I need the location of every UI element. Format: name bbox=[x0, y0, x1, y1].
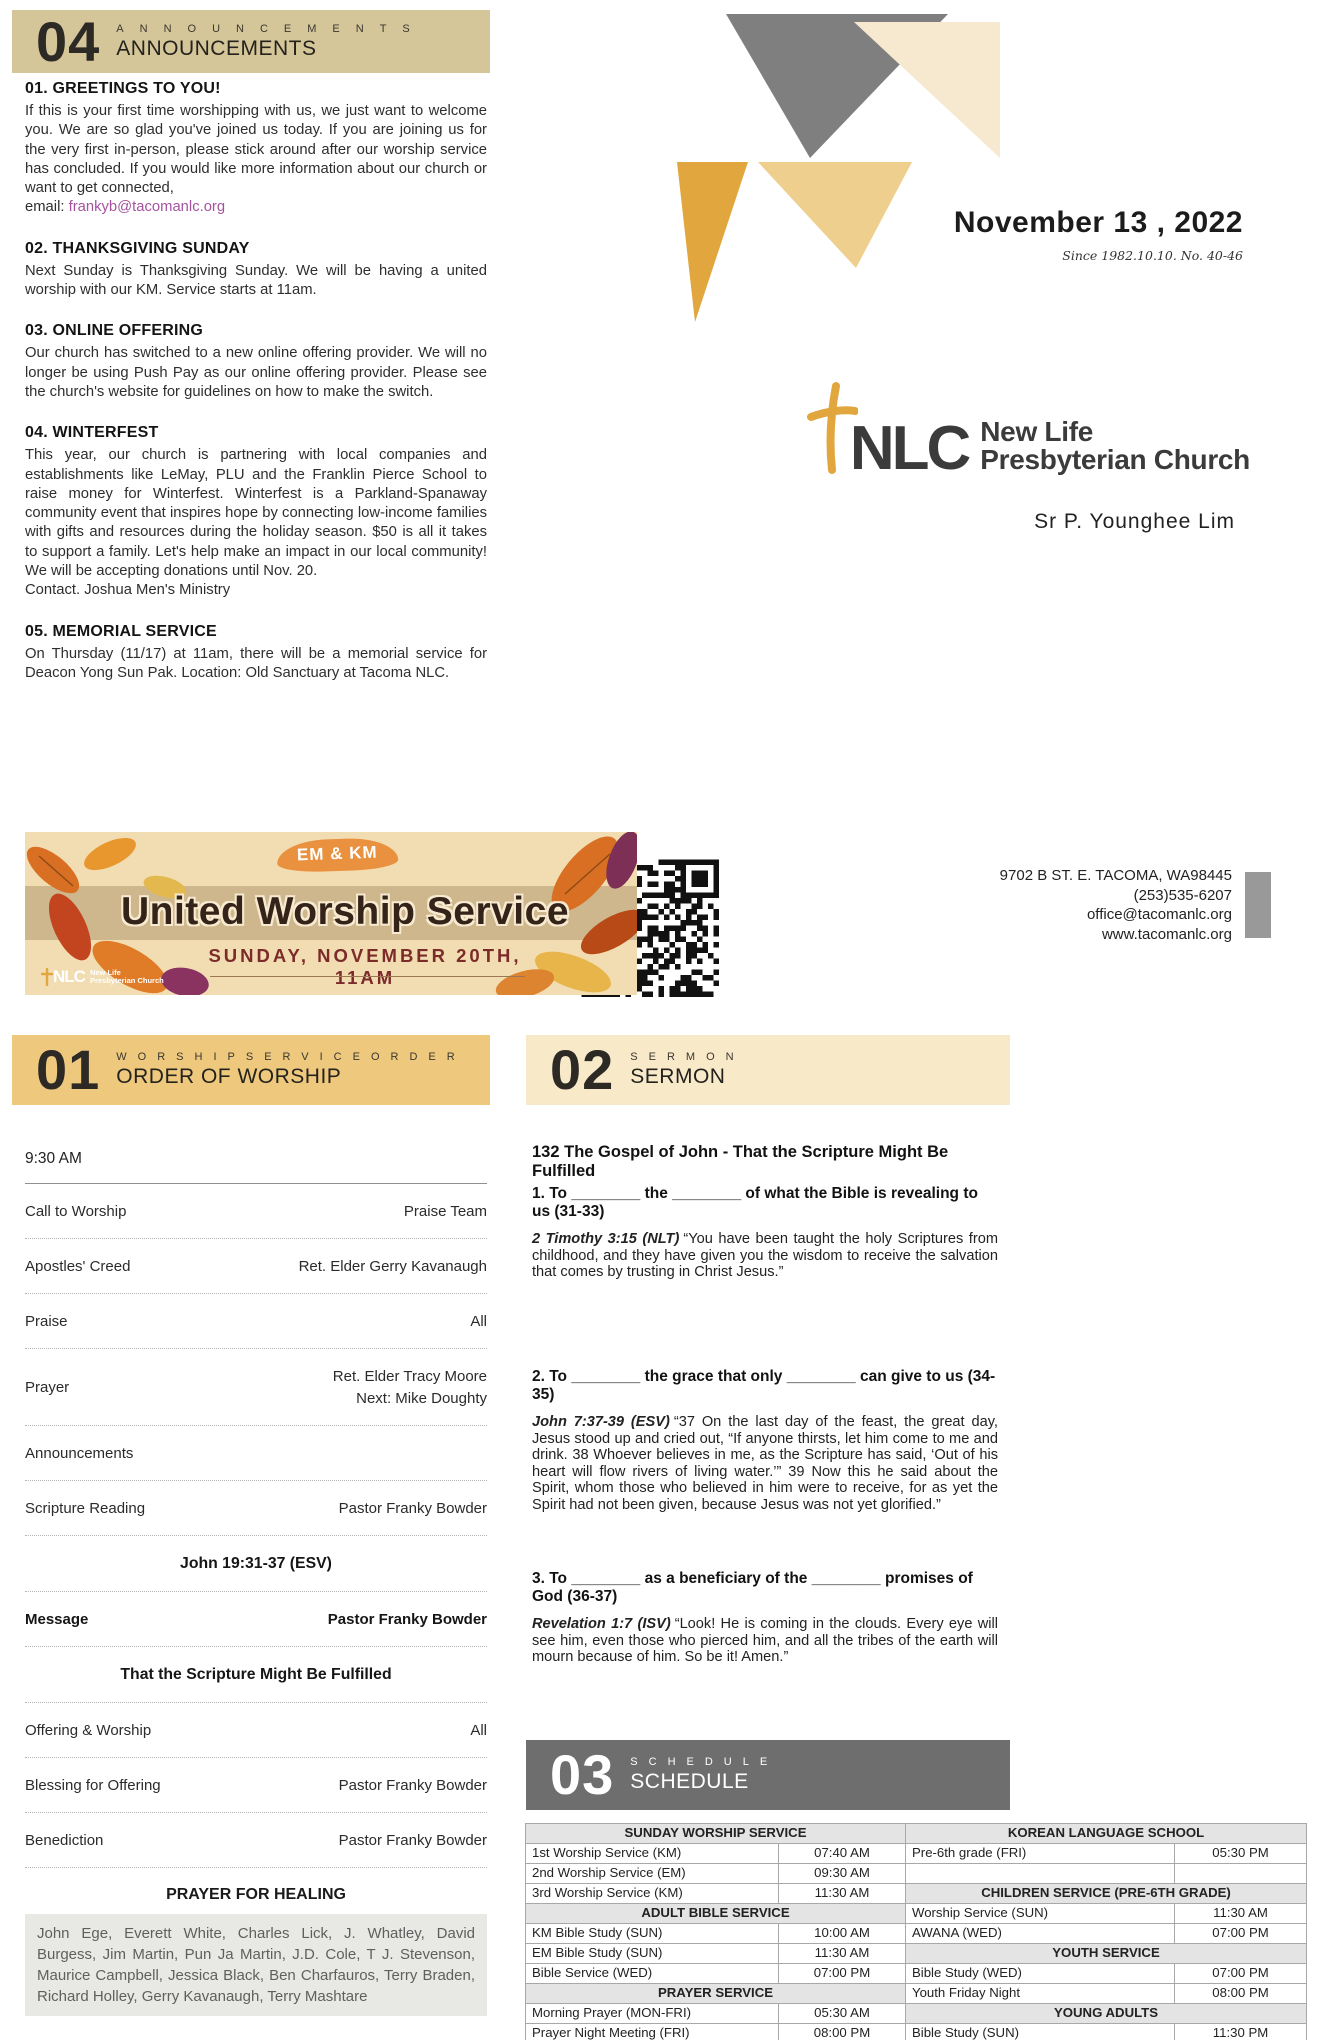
order-item-name: Apostles' Creed bbox=[25, 1258, 131, 1275]
announcement-item bbox=[25, 424, 487, 600]
announcement-heading: 05. MEMORIAL SERVICE bbox=[25, 622, 217, 640]
announcement-heading: 04. WINTERFEST bbox=[25, 424, 159, 442]
announcement-body: On Thursday (11/17) at 11am, there will be a memorial service for Deacon Yong Sun Pak. Location: Old Sanctuary at Tacoma NLC. bbox=[25, 645, 487, 681]
announcements-label-spaced: ANNOUNCEMENTS bbox=[116, 22, 426, 35]
schedule-row bbox=[526, 2004, 1307, 2024]
order-label-spaced: WORSHIPSERVICEORDER bbox=[116, 1051, 466, 1063]
email-link[interactable]: frankyb@tacomanlc.org bbox=[68, 199, 226, 216]
schedule-label: Youth Friday Night bbox=[906, 1984, 1175, 2004]
banner-church-logo bbox=[41, 967, 164, 987]
cream-triangle-tile bbox=[854, 22, 1000, 158]
order-of-worship-list bbox=[25, 1128, 487, 2016]
order-label: ORDER OF WORSHIP bbox=[116, 1065, 342, 1088]
sermon-title: 132 The Gospel of John - That the Scripture Might Be Fulfilled bbox=[532, 1143, 949, 1180]
sermon-label: SERMON bbox=[630, 1065, 726, 1088]
schedule-table bbox=[525, 1823, 1307, 2040]
order-item-by: Pastor Franky Bowder bbox=[338, 1832, 487, 1849]
order-item bbox=[25, 1536, 487, 1592]
schedule-label-spaced: SCHEDULE bbox=[630, 1756, 779, 1768]
pastor-name: Sr P. Younghee Lim bbox=[1034, 510, 1235, 533]
scripture-reference: John 19:31-37 (ESV) bbox=[180, 1555, 332, 1572]
schedule-section-header: CHILDREN SERVICE (PRE-6TH GRADE) bbox=[906, 1884, 1307, 1904]
banner-logo-name: New Life Presbyterian Church bbox=[89, 968, 164, 985]
announcement-heading: 03. ONLINE OFFERING bbox=[25, 322, 204, 340]
order-item-name: Message bbox=[25, 1611, 89, 1628]
church-name-line2: Presbyterian Church bbox=[980, 444, 1250, 475]
schedule-row bbox=[526, 1924, 1307, 1944]
schedule-section-header: PRAYER SERVICE bbox=[526, 1984, 906, 2004]
sermon-header bbox=[526, 1035, 1010, 1105]
sermon-point-heading: 2. To ________ the grace that only ________ can give to us (34-35) bbox=[532, 1368, 996, 1403]
order-item bbox=[25, 1349, 487, 1426]
announcement-body: This year, our church is partnering with local companies and establishments like LeMay, PLU and the Franklin Pierce School to raise money for Winterfest. Winterfest is a Parkland-Spanaway community event that inspires hope by connecting low-income families with gifts and resources during the holiday season. $50 is all it takes to support a family. Let's help make an impact in our local community! We will be accepting donations until Nov. 20. bbox=[25, 447, 487, 580]
order-item bbox=[25, 1481, 487, 1536]
address-block bbox=[1000, 866, 1232, 944]
schedule-label bbox=[906, 1864, 1175, 1884]
scripture-text: “You have been taught the holy Scriptures from childhood, and they have given you the wisdom to receive the salvation that comes by trusting in Christ Jesus.” bbox=[532, 1231, 998, 1281]
order-item-name: Call to Worship bbox=[25, 1203, 127, 1220]
schedule-header bbox=[526, 1740, 1010, 1810]
schedule-section-header: ADULT BIBLE SERVICE bbox=[526, 1904, 906, 1924]
schedule-row bbox=[526, 1864, 1307, 1884]
order-of-worship-header bbox=[12, 1035, 490, 1105]
schedule-section-header: KOREAN LANGUAGE SCHOOL bbox=[906, 1824, 1307, 1844]
order-item-by: Ret. Elder Gerry Kavanaugh bbox=[298, 1258, 487, 1275]
address-line: 9702 B ST. E. TACOMA, WA98445 bbox=[999, 867, 1232, 884]
schedule-time: 08:00 PM bbox=[1175, 1984, 1307, 2004]
issue-date: November 13 , 2022 bbox=[953, 206, 1243, 239]
schedule-label: 2nd Worship Service (EM) bbox=[526, 1864, 779, 1884]
order-item bbox=[25, 1647, 487, 1703]
schedule-time: 08:00 PM bbox=[779, 2024, 906, 2040]
order-item bbox=[25, 1592, 487, 1647]
sermon-number: 02 bbox=[550, 1038, 615, 1101]
schedule-row bbox=[526, 1964, 1307, 1984]
church-logo bbox=[804, 382, 1250, 484]
schedule-time: 10:00 AM bbox=[779, 1924, 906, 1944]
schedule-row bbox=[526, 1884, 1307, 1904]
announcement-body: Our church has switched to a new online offering provider. We will no longer be using Push Pay as our online offering provider. Please see the church's website for guidelines on how to make the switch. bbox=[25, 345, 487, 400]
banner-date: SUNDAY, NOVEMBER 20TH, 11AM bbox=[208, 945, 522, 988]
order-item-name: Announcements bbox=[25, 1445, 134, 1462]
schedule-row bbox=[526, 1944, 1307, 1964]
message-title: That the Scripture Might Be Fulfilled bbox=[120, 1666, 392, 1683]
order-item-name: Benediction bbox=[25, 1832, 104, 1849]
announcement-item bbox=[25, 322, 487, 402]
order-item-name: Offering & Worship bbox=[25, 1722, 152, 1739]
announcement-item bbox=[25, 240, 487, 301]
order-item-name: Praise bbox=[25, 1313, 68, 1330]
order-item bbox=[25, 1758, 487, 1813]
service-time: 9:30 AM bbox=[25, 1128, 487, 1184]
schedule-time: 09:30 AM bbox=[779, 1864, 906, 1884]
schedule-row bbox=[526, 1904, 1307, 1924]
order-item-name: Blessing for Offering bbox=[25, 1777, 161, 1794]
sermon-label-spaced: SERMON bbox=[630, 1051, 745, 1063]
announcement-body: If this is your first time worshipping with us, we just want to welcome you. We are so glad you've joined us today. If you are joining us for the very first in-person, please stick around after our worship service has concluded. If you would like more information about our church or want to get connected, bbox=[25, 103, 487, 197]
sermon-point bbox=[532, 1185, 998, 1281]
order-item-by: Pastor Franky Bowder bbox=[338, 1777, 487, 1794]
order-item bbox=[25, 1813, 487, 1868]
decorative-bar bbox=[1245, 872, 1271, 938]
schedule-time: 05:30 PM bbox=[1175, 1844, 1307, 1864]
order-item bbox=[25, 1239, 487, 1294]
church-name bbox=[980, 418, 1250, 474]
scripture-ref: Revelation 1:7 (ISV) bbox=[532, 1616, 671, 1632]
schedule-time: 07:00 PM bbox=[779, 1964, 906, 1984]
announcement-heading: 01. GREETINGS TO YOU! bbox=[25, 80, 221, 97]
scripture-ref: John 7:37-39 (ESV) bbox=[532, 1414, 670, 1430]
worship-banner bbox=[25, 832, 637, 995]
banner-title: United Worship Service bbox=[120, 890, 570, 933]
schedule-label: Bible Study (WED) bbox=[906, 1964, 1175, 1984]
schedule-label: 1st Worship Service (KM) bbox=[526, 1844, 779, 1864]
announcement-item bbox=[25, 80, 487, 218]
schedule-label: EM Bible Study (SUN) bbox=[526, 1944, 779, 1964]
sermon-point bbox=[532, 1368, 998, 1514]
schedule-label: 3rd Worship Service (KM) bbox=[526, 1884, 779, 1904]
schedule-label: Bible Service (WED) bbox=[526, 1964, 779, 1984]
schedule-time bbox=[1175, 1864, 1307, 1884]
schedule-time: 07:00 PM bbox=[1175, 1964, 1307, 1984]
email-label: email: bbox=[25, 199, 65, 216]
church-logo-abbr: NLC bbox=[849, 414, 969, 484]
issue-info: Since 1982.10.10. No. 40-46 bbox=[1062, 248, 1243, 263]
schedule-label: SCHEDULE bbox=[630, 1770, 749, 1793]
schedule-time: 11:30 AM bbox=[779, 1944, 906, 1964]
announcements-label: ANNOUNCEMENTS bbox=[116, 36, 317, 60]
sermon-point bbox=[532, 1570, 998, 1666]
order-item-by: All bbox=[470, 1722, 487, 1739]
schedule-label: Pre-6th grade (FRI) bbox=[906, 1844, 1175, 1864]
phone: (253)535-6207 bbox=[1133, 886, 1232, 904]
schedule-number: 03 bbox=[550, 1743, 615, 1806]
sermon-point-heading: 1. To ________ the ________ of what the Bible is revealing to us (31-33) bbox=[532, 1185, 978, 1220]
schedule-section-header: YOUTH SERVICE bbox=[906, 1944, 1307, 1964]
schedule-label: Bible Study (SUN) bbox=[906, 2024, 1175, 2040]
announcements-list bbox=[25, 80, 487, 705]
prayer-for-healing-title: PRAYER FOR HEALING bbox=[166, 1886, 346, 1903]
schedule-label: Prayer Night Meeting (FRI) bbox=[526, 2024, 779, 2040]
schedule-section-header: SUNDAY WORSHIP SERVICE bbox=[526, 1824, 906, 1844]
office-email: office@tacomanlc.org bbox=[1086, 906, 1232, 923]
order-item-name: Prayer bbox=[25, 1379, 70, 1396]
announcement-item bbox=[25, 623, 487, 684]
scripture-text: “37 On the last day of the feast, the great day, Jesus stood up and cried out, “If anyone thirsts, let him come to me and drink. 38 Whoever believes in me, as the Scripture has said, ‘Out of his heart will flow rivers of living water.’” 39 Now this he said about the Spirit, whom those who believed in him were to receive, for as yet the Spirit had not been given, because Jesus was not yet glorified.” bbox=[532, 1414, 998, 1513]
scripture-ref: 2 Timothy 3:15 (NLT) bbox=[532, 1231, 680, 1247]
schedule-row bbox=[526, 2024, 1307, 2040]
schedule-row bbox=[526, 1844, 1307, 1864]
schedule-section-header: YOUNG ADULTS bbox=[906, 2004, 1307, 2024]
light-gold-triangle-tile bbox=[758, 162, 912, 268]
banner-logo-abbr: NLC bbox=[53, 967, 85, 986]
schedule-time: 07:00 PM bbox=[1175, 1924, 1307, 1944]
schedule-time: 05:30 AM bbox=[779, 2004, 906, 2024]
announcements-header bbox=[12, 10, 490, 73]
announcement-body: Next Sunday is Thanksgiving Sunday. We will be having a united worship with our KM. Service starts at 11am. bbox=[25, 262, 487, 299]
schedule-row bbox=[526, 1824, 1307, 1844]
prayer-for-healing-names: John Ege, Everett White, Charles Lick, J. Whatley, David Burgess, Jim Martin, Pun Ja Martin, J.D. Cole, T J. Stevenson, Maurice Campbell, Jessica Black, Ben Charfauros, Terry Braden, Richard Holley, Gerry Kavanaugh, Terry Mashtare bbox=[25, 1914, 487, 2016]
sermon-point-body bbox=[532, 1231, 998, 1281]
order-item-by: Ret. Elder Tracy Moore Next: Mike Doughty bbox=[332, 1368, 487, 1407]
masthead-mosaic bbox=[520, 8, 1012, 340]
announcement-heading: 02. THANKSGIVING SUNDAY bbox=[25, 239, 250, 257]
schedule-label: Worship Service (SUN) bbox=[906, 1904, 1175, 1924]
order-number: 01 bbox=[36, 1038, 101, 1101]
website: www.tacomanlc.org bbox=[1101, 925, 1232, 943]
order-item bbox=[25, 1426, 487, 1481]
schedule-label: Morning Prayer (MON-FRI) bbox=[526, 2004, 779, 2024]
announcement-contact: Contact. Joshua Men's Ministry bbox=[25, 582, 231, 599]
cross-icon bbox=[41, 968, 53, 986]
order-item-by: Praise Team bbox=[403, 1203, 487, 1220]
order-item bbox=[25, 1184, 487, 1239]
schedule-label: KM Bible Study (SUN) bbox=[526, 1924, 779, 1944]
sermon-point-body bbox=[532, 1616, 998, 1666]
sermon-point-body bbox=[532, 1414, 998, 1514]
banner-badge: EM & KM bbox=[276, 837, 398, 873]
schedule-time: 11:30 AM bbox=[779, 1884, 906, 1904]
church-name-line1: New Life bbox=[980, 416, 1093, 447]
schedule-time: 11:30 AM bbox=[1175, 1904, 1307, 1924]
order-item-by: All bbox=[470, 1313, 487, 1330]
order-item-by: Pastor Franky Bowder bbox=[338, 1500, 487, 1517]
schedule-label: AWANA (WED) bbox=[906, 1924, 1175, 1944]
order-item bbox=[25, 1703, 487, 1758]
order-item-by: Pastor Franky Bowder bbox=[327, 1611, 487, 1628]
order-item-name: Scripture Reading bbox=[25, 1500, 146, 1517]
sermon-point-heading: 3. To ________ as a beneficiary of the ________ promises of God (36-37) bbox=[532, 1570, 973, 1605]
scripture-text: “Look! He is coming in the clouds. Every eye will see him, even those who pierced him, and all the tribes of the earth will mourn because of him. So be it! Amen.” bbox=[532, 1616, 998, 1666]
banner-underline bbox=[210, 976, 525, 977]
order-item bbox=[25, 1294, 487, 1349]
schedule-time: 07:40 AM bbox=[779, 1844, 906, 1864]
announcements-number: 04 bbox=[36, 9, 101, 73]
schedule-time: 11:30 PM bbox=[1175, 2024, 1307, 2040]
schedule-row bbox=[526, 1984, 1307, 2004]
gold-triangle-tile bbox=[677, 162, 748, 322]
